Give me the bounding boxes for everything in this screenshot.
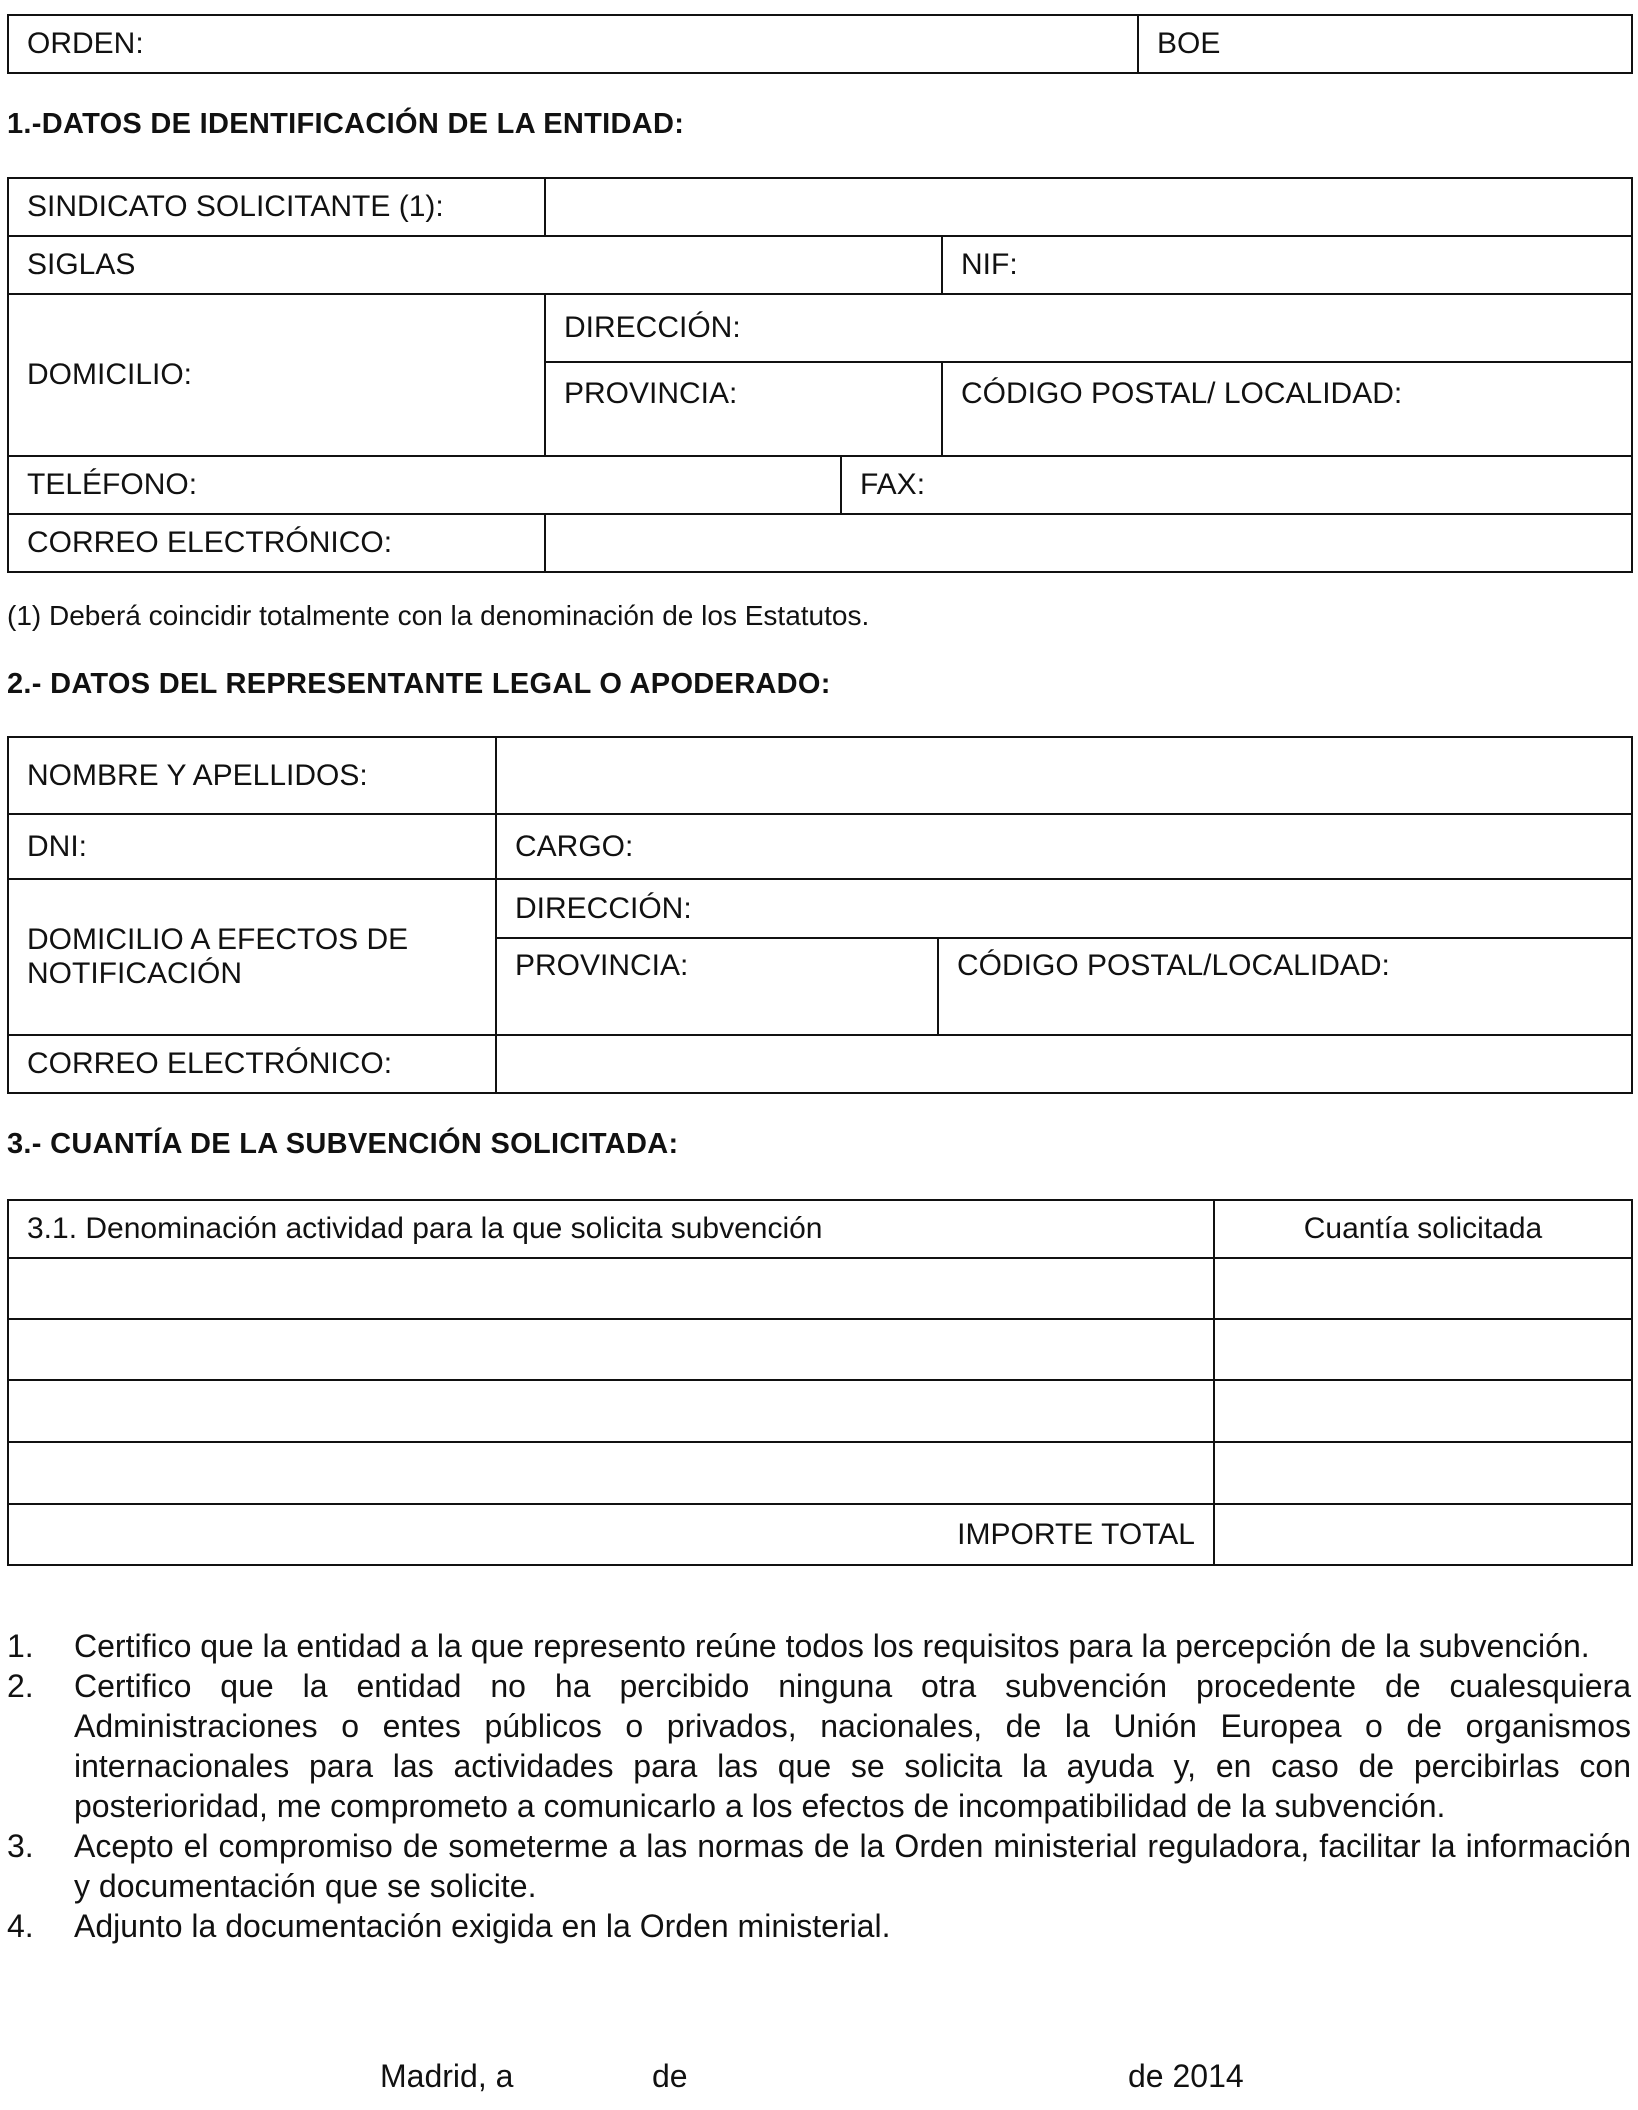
subsidy-table [7, 1199, 1633, 1566]
cert-number: 2. [7, 1668, 34, 1704]
table-row [8, 1258, 1632, 1319]
provincia-field[interactable] [545, 362, 942, 456]
nif-field[interactable] [942, 236, 1632, 294]
actividad-column-header: 3.1. Denominación actividad para la que solicita subvención [8, 1200, 1214, 1258]
table-row [8, 1380, 1632, 1442]
domicilio-label: DOMICILIO: [8, 294, 545, 456]
rep-direccion-field[interactable] [496, 879, 1632, 938]
provincia-label: PROVINCIA: [564, 377, 738, 410]
header-table [7, 14, 1633, 74]
section1-heading: 1.-DATOS DE IDENTIFICACIÓN DE LA ENTIDAD: [7, 108, 685, 140]
domicilio-notificacion-line1: DOMICILIO A EFECTOS DE [27, 923, 409, 956]
date-de-year: de 2014 [1128, 2058, 1244, 2094]
entity-table [7, 177, 1633, 573]
domicilio-notificacion-label [8, 879, 496, 1035]
representative-table [7, 736, 1633, 1094]
footnote: (1) Deberá coincidir totalmente con la denominación de los Estatutos. [7, 600, 870, 631]
nombre-input[interactable] [496, 737, 1632, 814]
sindicato-input[interactable] [545, 178, 1632, 236]
importe-total-input[interactable] [1214, 1504, 1632, 1565]
cert-text: Adjunto la documentación exigida en la Orden ministerial. [74, 1908, 891, 1944]
rep-cp-localidad-label: CÓDIGO POSTAL/LOCALIDAD: [957, 949, 1390, 982]
cp-localidad-label: CÓDIGO POSTAL/ LOCALIDAD: [961, 377, 1403, 410]
list-item [7, 1826, 1631, 1906]
cp-localidad-field[interactable] [942, 362, 1632, 456]
correo-input[interactable] [545, 514, 1632, 572]
rep-provincia-label: PROVINCIA: [515, 949, 689, 982]
date-madrid: Madrid, a [380, 2058, 514, 2094]
cert-number: 3. [7, 1828, 34, 1864]
cert-number: 4. [7, 1908, 34, 1944]
list-item [7, 1626, 1631, 1666]
orden-label: ORDEN: [27, 27, 144, 60]
dni-field[interactable] [8, 814, 496, 879]
cuantia-input[interactable] [1214, 1319, 1632, 1380]
fax-field[interactable] [841, 456, 1632, 514]
nombre-label: NOMBRE Y APELLIDOS: [8, 737, 496, 814]
table-row [8, 1442, 1632, 1504]
rep-correo-input[interactable] [496, 1035, 1632, 1093]
actividad-input[interactable] [8, 1380, 1214, 1442]
telefono-field[interactable] [8, 456, 841, 514]
actividad-input[interactable] [8, 1258, 1214, 1319]
siglas-label: SIGLAS [27, 248, 136, 281]
table-row [8, 1319, 1632, 1380]
cuantia-input[interactable] [1214, 1442, 1632, 1504]
correo-label: CORREO ELECTRÓNICO: [8, 514, 545, 572]
telefono-label: TELÉFONO: [27, 468, 198, 501]
section2-heading: 2.- DATOS DEL REPRESENTANTE LEGAL O APODERADO: [7, 668, 831, 700]
cargo-field[interactable] [496, 814, 1632, 879]
orden-field[interactable] [8, 15, 1138, 73]
cuantia-input[interactable] [1214, 1380, 1632, 1442]
direccion-label: DIRECCIÓN: [564, 311, 741, 344]
sindicato-label: SINDICATO SOLICITANTE (1): [8, 178, 545, 236]
fax-label: FAX: [860, 468, 926, 501]
date-de-month: de [652, 2058, 688, 2094]
nif-label: NIF: [961, 248, 1018, 281]
actividad-input[interactable] [8, 1319, 1214, 1380]
cert-text: Certifico que la entidad a la que represento reúne todos los requisitos para la percepción de la subvención. [74, 1628, 1590, 1664]
section3-heading: 3.- CUANTÍA DE LA SUBVENCIÓN SOLICITADA: [7, 1128, 679, 1160]
list-item [7, 1666, 1631, 1826]
cuantia-input[interactable] [1214, 1258, 1632, 1319]
boe-field[interactable] [1138, 15, 1632, 73]
boe-label: BOE [1157, 27, 1221, 60]
siglas-field[interactable] [8, 236, 942, 294]
rep-direccion-label: DIRECCIÓN: [515, 891, 692, 925]
list-item [7, 1906, 1631, 1946]
dni-label: DNI: [27, 829, 87, 863]
cert-text: Acepto el compromiso de someterme a las normas de la Orden ministerial reguladora, facilitar la información y documentación que se solicite. [74, 1828, 1631, 1904]
certifications-list [7, 1626, 1631, 1946]
domicilio-notificacion-line2: NOTIFICACIÓN [27, 957, 242, 990]
rep-provincia-field[interactable] [496, 938, 938, 1035]
cert-number: 1. [7, 1628, 34, 1664]
cargo-label: CARGO: [515, 829, 634, 863]
cert-text: Certifico que la entidad no ha percibido ninguna otra subvención procedente de cualesquiera Administraciones o entes públicos o privados, nacionales, de la Unión Europea o de organismos internacionales para las actividades para las que se solicita la ayuda y, en caso de percibirlas con posterioridad, me comprometo a comunicarlo a los efectos de incompatibilidad de la subvención. [74, 1668, 1631, 1824]
cuantia-column-header: Cuantía solicitada [1214, 1200, 1632, 1258]
rep-cp-localidad-field[interactable] [938, 938, 1632, 1035]
direccion-field[interactable] [545, 294, 1632, 362]
actividad-input[interactable] [8, 1442, 1214, 1504]
importe-total-label: IMPORTE TOTAL [8, 1504, 1214, 1565]
rep-correo-label: CORREO ELECTRÓNICO: [8, 1035, 496, 1093]
